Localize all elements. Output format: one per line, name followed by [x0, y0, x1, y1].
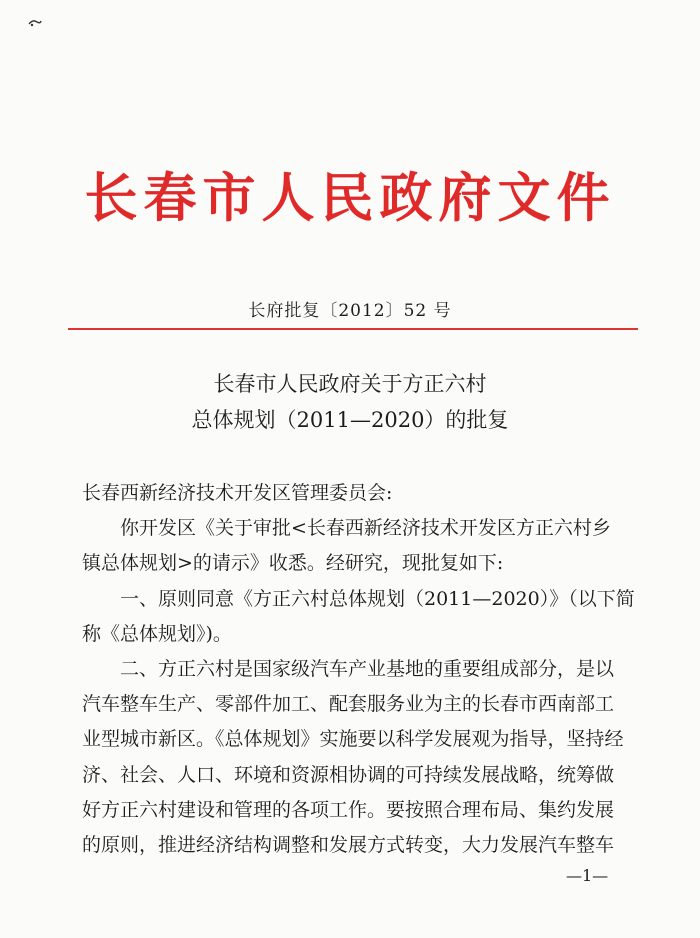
body-line: 济、社会、人口、环境和资源相协调的可持续发展战略，统筹做 [82, 763, 615, 786]
body-line: 你开发区《关于审批<长春西新经济技术开发区方正六村乡 [120, 517, 611, 540]
body-line: 好方正六村建设和管理的各项工作。要按照合理布局、集约发展 [82, 798, 615, 821]
body-line: 镇总体规划>的请示》收悉。经研究，现批复如下: [82, 552, 504, 575]
scan-speck-mark [28, 18, 42, 28]
document-header-title: 长春市人民政府文件 [84, 168, 616, 229]
page-number: —1— [566, 866, 609, 885]
body-line: 业型城市新区。《总体规划》实施要以科学发展观为指导，坚持经 [82, 728, 624, 751]
body-line: 称《总体规划》)。 [82, 622, 232, 645]
body-line: 一、原则同意《方正六村总体规划（2011—2020）》（以下简 [120, 587, 635, 610]
body-line: 的原则，推进经济结构调整和发展方式转变，大力发展汽车整车 [82, 833, 615, 856]
subject-line-1: 长春市人民政府关于方正六村 [213, 372, 487, 396]
document-number: 长府批复〔2012〕52 号 [248, 301, 452, 321]
body-line: 二、方正六村是国家级汽车产业基地的重要组成部分，是以 [120, 657, 615, 680]
subject-line-2: 总体规划（2011—2020）的批复 [191, 408, 509, 432]
body-line: 汽车整车生产、零部件加工、配套服务业为主的长春市西南部工 [82, 693, 615, 716]
document-body [82, 476, 642, 863]
red-divider-line [68, 328, 638, 330]
document-subject [0, 366, 700, 438]
salutation: 长春西新经济技术开发区管理委员会: [82, 482, 393, 504]
